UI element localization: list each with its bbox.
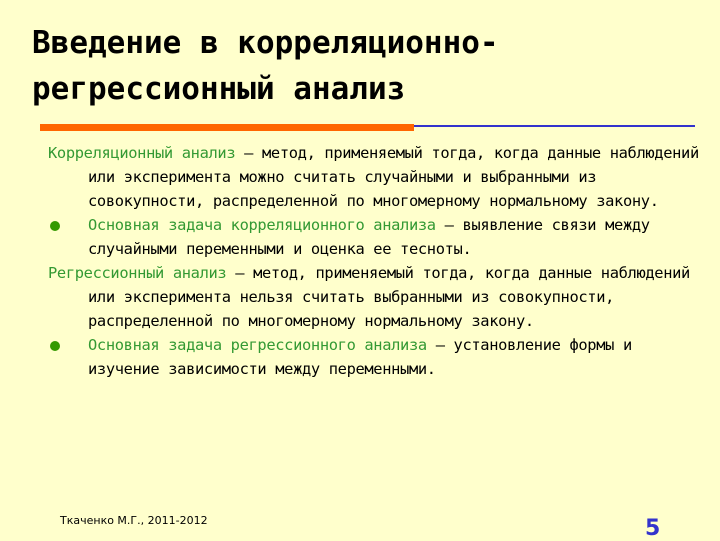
bullet-dot-icon [50, 341, 60, 351]
paragraph-correlation-text: – метод, применяемый тогда, когда данные наблюдений или эксперимента можно считать случайными и выбранными из совокупности, распределенной по многомерному нормальному закону. [88, 144, 699, 210]
slide-title [32, 20, 692, 112]
title-line-1: Введение в корреляционно- [32, 25, 499, 61]
paragraph-regression-text: – метод, применяемый тогда, когда данные наблюдений или эксперимента нельзя считать выбранными из совокупности, распределенной по многомерному нормальному закону. [88, 264, 690, 330]
paragraph-regression [48, 261, 708, 333]
title-underline-orange [40, 124, 414, 131]
term-regression-task: Основная задача регрессионного анализа [88, 336, 427, 354]
term-correlation-task: Основная задача корреляционного анализа [88, 216, 436, 234]
term-regression-analysis: Регрессионный анализ [48, 264, 227, 282]
bullet-dot-icon [50, 221, 60, 231]
slide-body [48, 141, 708, 381]
slide-footer: Ткаченко М.Г., 2011-2012 [60, 514, 208, 527]
title-line-2: регрессионный анализ [32, 71, 406, 107]
term-correlation-analysis: Корреляционный анализ [48, 144, 236, 162]
bullet-correlation-task [48, 213, 708, 261]
bullet-correlation-text: – выявление связи между случайными переменными и оценка ее тесноты. [88, 216, 650, 258]
page-number: 5 [645, 516, 661, 541]
paragraph-correlation [48, 141, 708, 213]
bullet-regression-task [48, 333, 708, 381]
bullet-regression-text: – установление формы и изучение зависимости между переменными. [88, 336, 632, 378]
